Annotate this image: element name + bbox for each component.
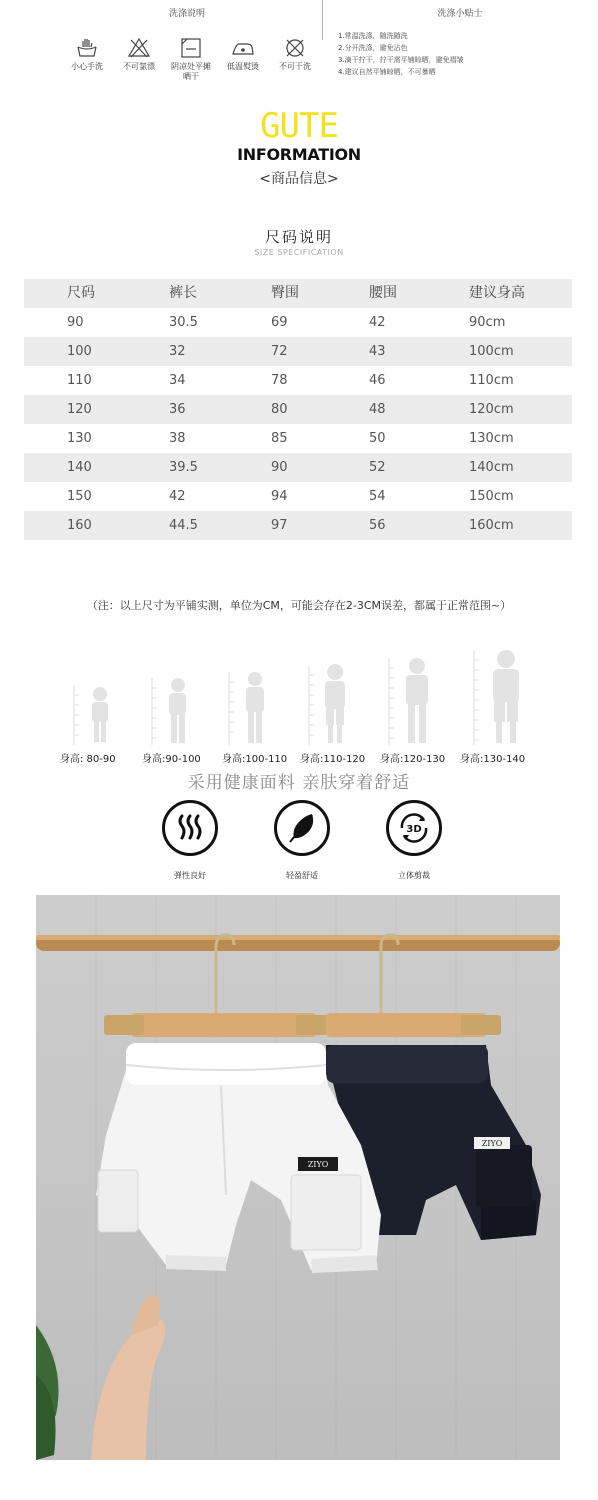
table-cell: 36 — [169, 402, 186, 417]
care-label: 小心手洗 — [71, 62, 103, 71]
table-cell: 150 — [67, 489, 92, 504]
iron-low-icon — [231, 36, 255, 60]
care-item-hand-wash — [58, 36, 116, 72]
feather-icon — [286, 812, 318, 844]
table-cell: 78 — [271, 373, 288, 388]
no-dry-clean-icon — [283, 36, 307, 60]
size-table — [24, 279, 572, 540]
care-label: 阴凉处平摊晒干 — [171, 62, 211, 81]
table-cell: 34 — [169, 373, 186, 388]
table-cell: 46 — [369, 373, 386, 388]
wash-tips-title: 洗涤小贴士 — [437, 9, 483, 19]
table-cell: 85 — [271, 431, 288, 446]
brand-tag-text: ZIYO — [307, 1160, 329, 1169]
column-header: 尺码 — [67, 285, 95, 301]
height-label: 身高:120-130 — [380, 754, 446, 765]
table-cell: 50 — [369, 431, 386, 446]
feature-elastic — [150, 800, 230, 881]
table-cell: 43 — [369, 344, 386, 359]
table-cell: 140cm — [469, 460, 514, 475]
feature-label: 轻盈舒适 — [286, 871, 318, 880]
brand-logo-text: GUTE — [260, 106, 338, 146]
height-label: 身高:130-140 — [460, 754, 526, 765]
table-cell: 69 — [271, 315, 288, 330]
3d-cut-icon — [396, 810, 432, 846]
column-header: 腰围 — [369, 285, 397, 301]
care-tip: 3.滴干拧干，拧干需平铺晾晒，避免褶皱 — [338, 56, 464, 64]
table-row — [24, 337, 572, 366]
table-row — [24, 366, 572, 395]
table-cell: 32 — [169, 344, 186, 359]
table-cell: 72 — [271, 344, 288, 359]
height-label: 身高:110-120 — [300, 754, 366, 765]
feature-circle — [274, 800, 330, 856]
elastic-icon — [174, 813, 206, 843]
child-height-illustrations — [60, 645, 550, 745]
hand-wash-icon — [75, 36, 99, 60]
table-cell: 100 — [67, 344, 92, 359]
dry-flat-shade-icon — [179, 36, 203, 60]
table-cell: 80 — [271, 402, 288, 417]
table-row — [24, 511, 572, 540]
table-cell: 94 — [271, 489, 288, 504]
table-cell: 130 — [67, 431, 92, 446]
feature-label: 弹性良好 — [174, 871, 206, 880]
wash-instructions-title: 洗涤说明 — [168, 9, 205, 19]
table-row — [24, 453, 572, 482]
table-row — [24, 482, 572, 511]
care-label: 不可干洗 — [279, 62, 311, 71]
table-cell: 130cm — [469, 431, 514, 446]
feature-circle — [386, 800, 442, 856]
table-cell: 90 — [271, 460, 288, 475]
table-cell: 90 — [67, 315, 84, 330]
column-header: 臀围 — [271, 285, 299, 301]
table-cell: 100cm — [469, 344, 514, 359]
column-header: 裤长 — [169, 285, 197, 301]
care-section — [0, 0, 598, 95]
care-item-no-bleach — [110, 36, 168, 72]
height-labels — [50, 750, 550, 766]
feature-3d-cut — [374, 800, 454, 881]
fabric-title: 采用健康面料 亲肤穿着舒适 — [187, 773, 411, 793]
fabric-features — [150, 800, 450, 890]
table-cell: 140 — [67, 460, 92, 475]
information-title: INFORMATION — [237, 145, 361, 164]
care-item-no-dry-clean — [266, 36, 324, 72]
table-cell: 42 — [369, 315, 386, 330]
svg-text:3D: 3D — [406, 824, 422, 835]
table-cell: 42 — [169, 489, 186, 504]
table-cell: 54 — [369, 489, 386, 504]
child-silhouette-icon — [225, 667, 275, 745]
table-cell: 110cm — [469, 373, 514, 388]
product-photo — [36, 895, 560, 1460]
shorts-on-hangers-image — [36, 895, 560, 1460]
measurement-note: （注：以上尺寸为平铺实测，单位为CM，可能会存在2-3CM误差，都属于正常范围~） — [86, 599, 512, 612]
care-item-iron — [214, 36, 272, 72]
table-cell: 160 — [67, 518, 92, 533]
height-label: 身高:90-100 — [142, 754, 201, 765]
table-cell: 97 — [271, 518, 288, 533]
table-header-row — [24, 279, 572, 308]
care-label: 低温熨烫 — [227, 62, 259, 71]
table-cell: 44.5 — [169, 518, 198, 533]
table-cell: 150cm — [469, 489, 514, 504]
size-spec-title: 尺码说明 — [264, 228, 333, 246]
feature-circle — [162, 800, 218, 856]
brand-tag-text: ZIYO — [481, 1139, 503, 1148]
height-label: 身高: 80-90 — [60, 754, 116, 765]
feature-label: 立体剪裁 — [398, 871, 430, 880]
table-cell: 120 — [67, 402, 92, 417]
table-cell: 56 — [369, 518, 386, 533]
height-label: 身高:100-110 — [222, 754, 288, 765]
size-spec-subtitle: SIZE SPECIFICATION — [254, 248, 344, 257]
table-row — [24, 395, 572, 424]
care-label: 不可氯漂 — [123, 62, 155, 71]
child-silhouette-icon — [70, 680, 120, 745]
table-cell: 52 — [369, 460, 386, 475]
child-silhouette-icon — [470, 645, 530, 745]
table-cell: 120cm — [469, 402, 514, 417]
table-cell: 30.5 — [169, 315, 198, 330]
child-silhouette-icon — [148, 673, 198, 745]
table-cell: 110 — [67, 373, 92, 388]
care-item-dry-flat — [162, 36, 220, 82]
column-header: 建议身高 — [469, 285, 525, 301]
care-tip: 1.常温洗涤，随洗随洗 — [338, 32, 408, 40]
table-cell: 160cm — [469, 518, 514, 533]
care-icons — [58, 36, 320, 86]
table-cell: 39.5 — [169, 460, 198, 475]
table-row — [24, 424, 572, 453]
table-cell: 48 — [369, 402, 386, 417]
care-tip: 4.建议自然平铺晾晒，不可暴晒 — [338, 68, 436, 76]
child-silhouette-icon — [305, 660, 355, 745]
feature-feather — [262, 800, 342, 881]
child-silhouette-icon — [385, 653, 440, 745]
table-row — [24, 308, 572, 337]
table-cell: 38 — [169, 431, 186, 446]
table-cell: 90cm — [469, 315, 506, 330]
information-subtitle: <商品信息> — [259, 171, 339, 187]
no-bleach-icon — [127, 36, 151, 60]
care-tip: 2.分开洗涤，避免沾色 — [338, 44, 408, 52]
care-tips — [338, 30, 588, 78]
